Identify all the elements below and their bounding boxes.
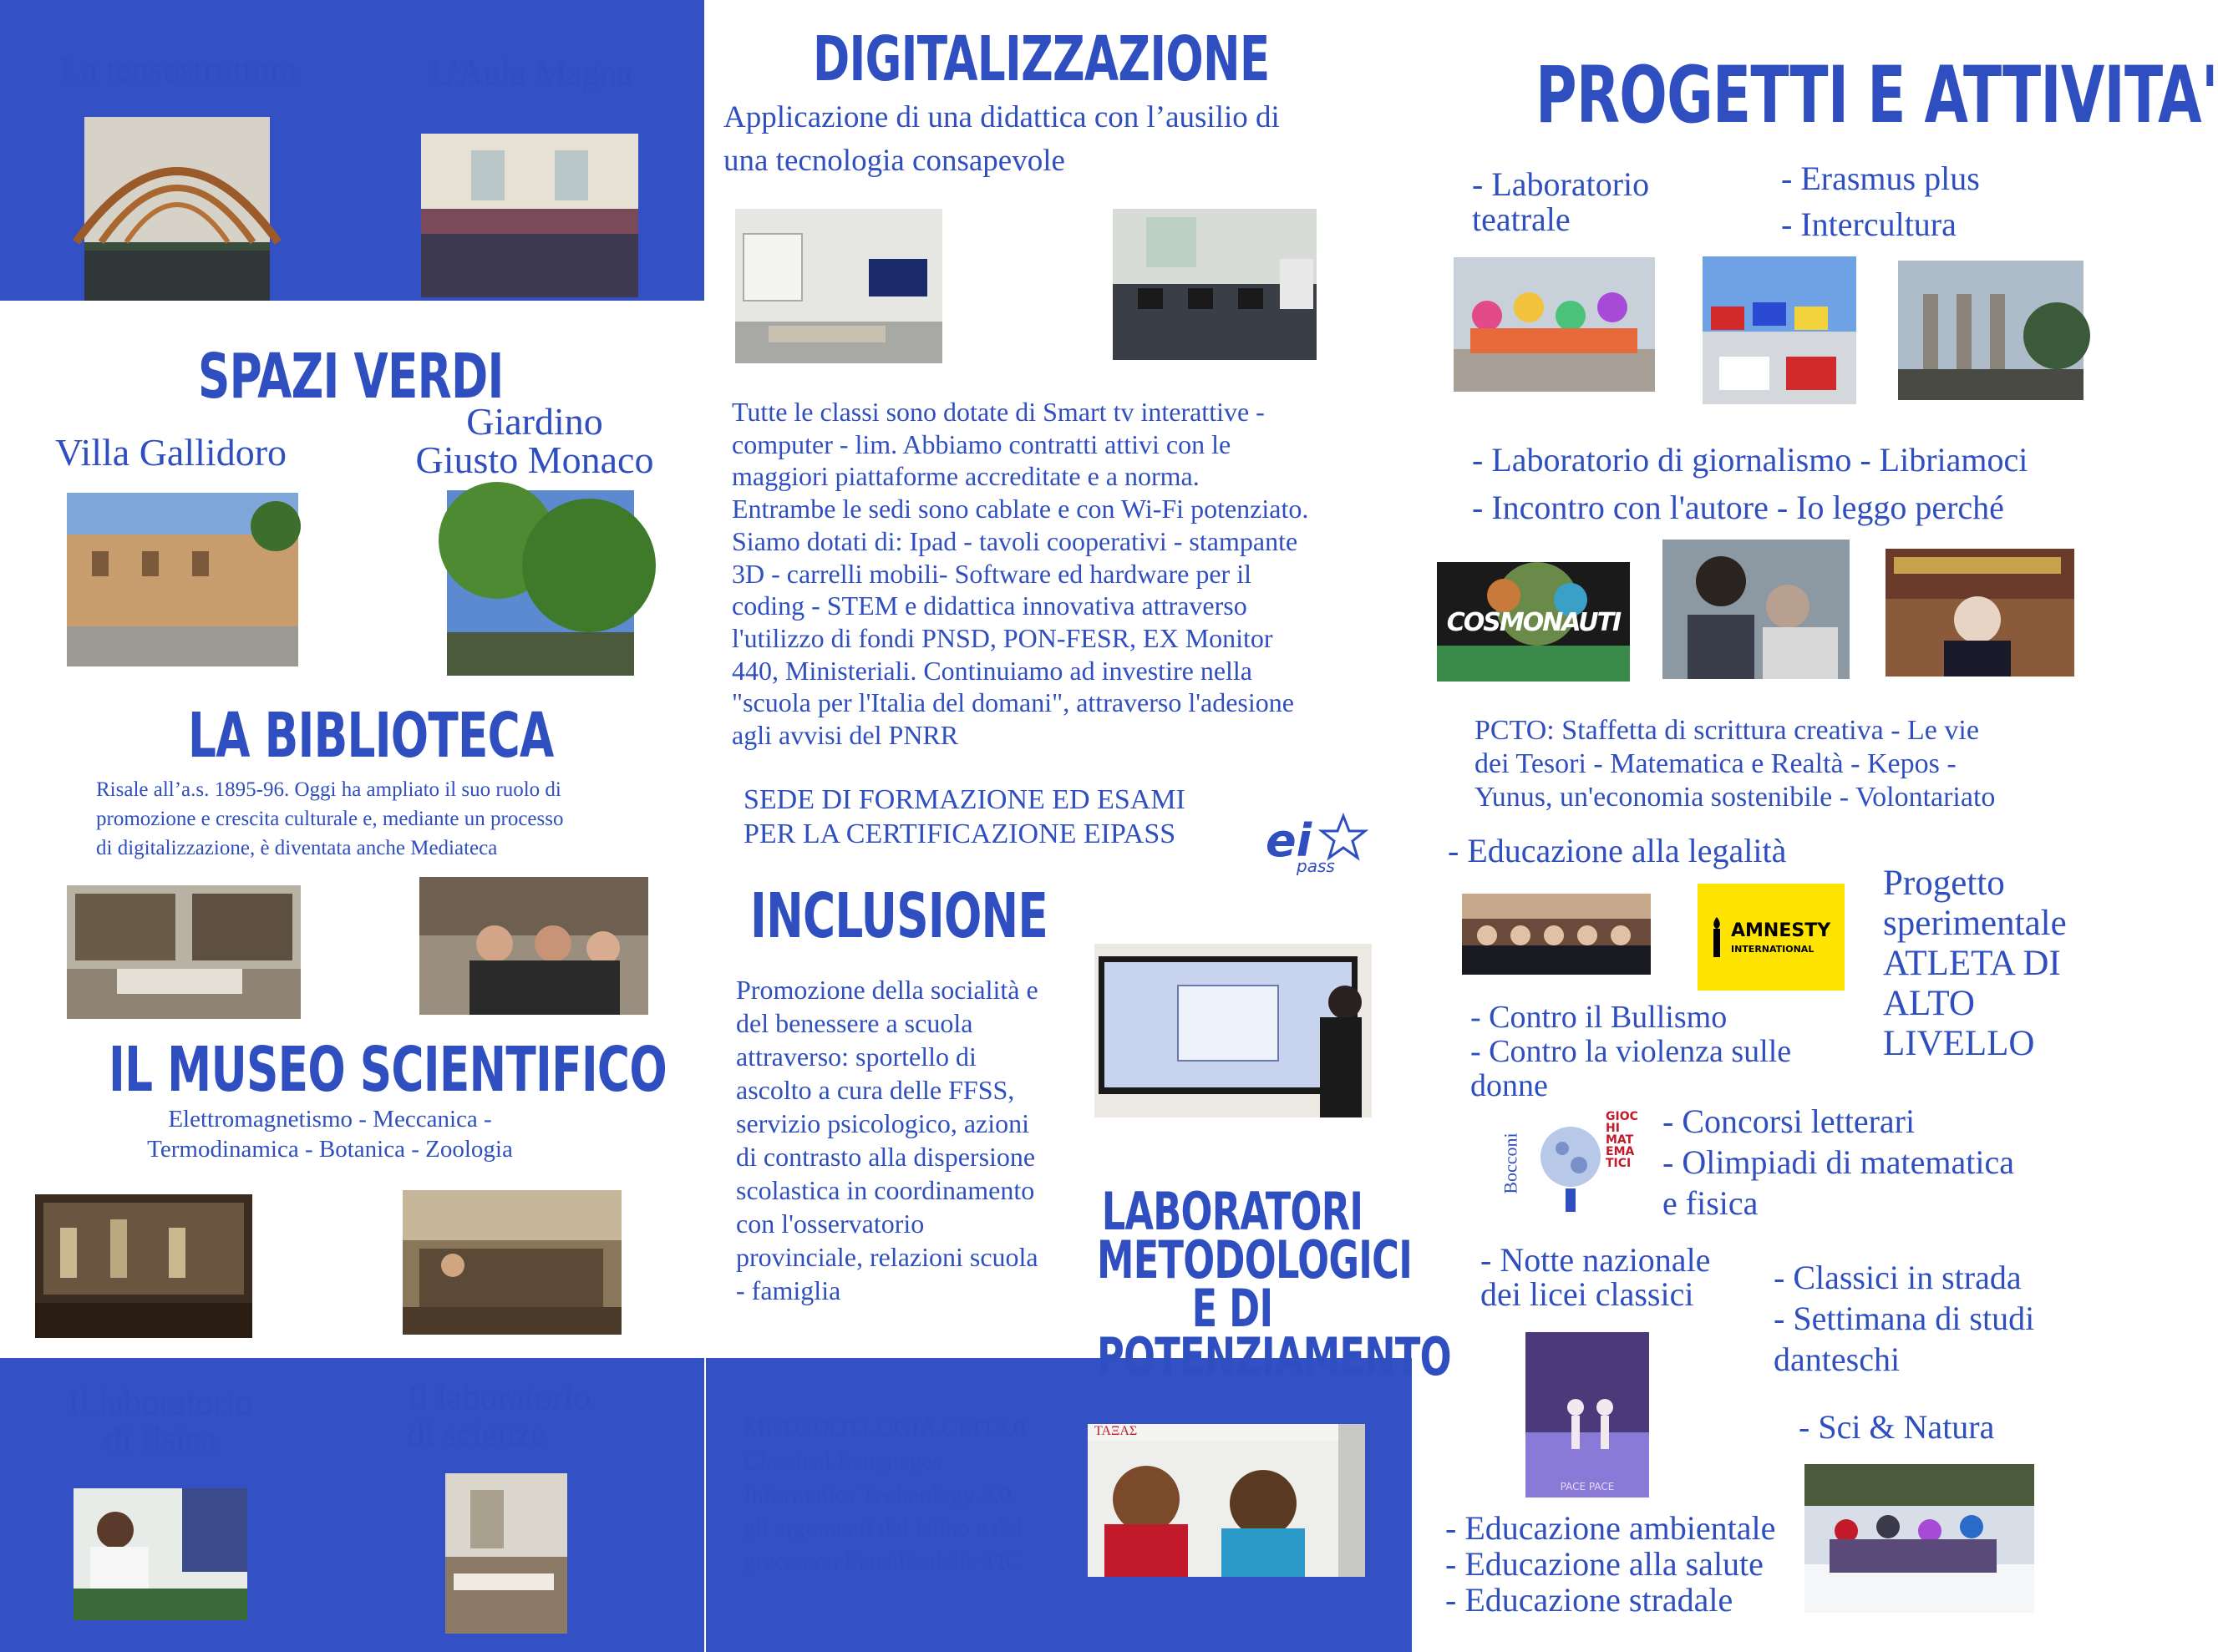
- museo-description: Elettromagnetismo - Meccanica - Termodinamica - Botanica - Zoologia: [147, 1106, 513, 1163]
- title-progetti-attivita: PROGETTI E ATTIVITA': [1535, 50, 2218, 141]
- text-notte-licei: - Notte nazionale dei licei classici: [1480, 1241, 1711, 1313]
- text-sci-natura: - Sci & Natura: [1799, 1408, 1995, 1446]
- text-giornalismo: - Laboratorio di giornalismo - Libriamoci - Incontro con l'autore - Io leggo perché: [1472, 441, 2028, 526]
- caption-aula-magna: L'Aula Magna: [430, 54, 632, 93]
- title-museo-scientifico: IL MUSEO SCIENTIFICO: [109, 1034, 667, 1106]
- photo-villa-gallidoro: [67, 493, 298, 666]
- eipass-logo-pass: pass: [1297, 856, 1335, 876]
- photo-incontro-autore-1: [1662, 540, 1850, 679]
- eipass-text: SEDE DI FORMAZIONE ED ESAMI PER LA CERTIFICAZIONE EIPASS: [744, 784, 1185, 849]
- amnesty-logo: [1698, 884, 1845, 991]
- photo-laboratorio-scienze: [445, 1473, 567, 1634]
- photo-laboratorio-teatrale: [1454, 257, 1655, 392]
- photo-aula-magna: [421, 134, 638, 297]
- star-icon: [1312, 814, 1368, 861]
- text-legalita: - Educazione alla legalità: [1448, 832, 1787, 869]
- amnesty-logo-line1: AMNESTY: [1731, 920, 1831, 941]
- digitalizzazione-intro: Applicazione di una didattica con l’ausilio di una tecnologia consapevole: [723, 100, 1280, 178]
- text-bullismo: - Contro il Bullismo - Contro la violenza sulle donne: [1470, 1000, 1792, 1103]
- text-laboratorio-teatrale: - Laboratorio teatrale: [1472, 165, 1650, 238]
- photo-legalita: [1462, 894, 1651, 975]
- photo-aula-computer: [1113, 209, 1317, 360]
- caption-laboratorio-fisica: Il laboratorio di fisica: [68, 1384, 253, 1459]
- caption-villa-gallidoro: Villa Gallidoro: [55, 431, 287, 474]
- eipass-logo-ei: ei: [1266, 814, 1312, 867]
- photo-tensostruttura: [84, 117, 270, 301]
- photo-sci-natura: [1804, 1464, 2034, 1613]
- caption-tensostruttura: La tensostruttura: [60, 51, 297, 89]
- photo-giardino-giusto-monaco: [447, 490, 634, 676]
- photo-incontro-autore-2: [1886, 549, 2074, 677]
- title-inclusione: INCLUSIONE: [750, 880, 1048, 952]
- candle-icon: [1706, 915, 1728, 959]
- title-spazi-verdi: SPAZI VERDI: [198, 341, 504, 413]
- text-pcto: PCTO: Staffetta di scrittura creativa - Le vie dei Tesori - Matematica e Realtà - Kepos - Yunus, un'economia sostenibile - Volontariato: [1474, 715, 1996, 813]
- text-erasmus: - Erasmus plus - Intercultura: [1781, 160, 1980, 243]
- eipass-logo: [1261, 814, 1370, 881]
- biblioteca-description: Risale all’a.s. 1895-96. Oggi ha ampliato il suo ruolo di promozione e crescita culturale e, mediante un processo di digitalizzazione, è diventata anche Mediateca: [96, 778, 564, 859]
- photo-laboratorio-fisica: [74, 1488, 247, 1620]
- clit-text: METODOTLOGIA CLIT2.0 Classical Languages Informatics Technology 2.0 gli argomenti del latino e del greco con l’ausilio delle TIC: [744, 1415, 1026, 1575]
- title-biblioteca: LA BIBLIOTECA: [188, 700, 554, 772]
- photo-biblioteca-2: [419, 877, 648, 1015]
- photo-lim-inclusione: [1094, 944, 1372, 1117]
- giochi-matematici-label: GIOCHI MATEMATICI: [1606, 1110, 1638, 1170]
- title-laboratori-metodologici: LABORATORI METODOLOGICI E DI POTENZIAMENTO: [1097, 1181, 1451, 1387]
- photo-intercultura: [1898, 261, 2083, 400]
- amnesty-logo-line2: INTERNATIONAL: [1731, 944, 1814, 955]
- bocconi-label: Bocconi: [1500, 1133, 1521, 1194]
- text-atleta-alto-livello: Progetto sperimentale ATLETA DI ALTO LIVELLO: [1883, 864, 2067, 1063]
- bocconi-giochi-logo: [1500, 1110, 1642, 1219]
- photo-erasmus: [1703, 256, 1856, 404]
- clit-board-label: ΤΑΞΑΣ: [1094, 1424, 1138, 1438]
- photo-museo-2: [403, 1190, 622, 1335]
- photo-notte-licei: [1525, 1332, 1649, 1497]
- text-classici-strada: - Classici in strada - Settimana di studi danteschi: [1774, 1259, 2035, 1378]
- photo-museo-1: [35, 1194, 252, 1338]
- title-digitalizzazione: DIGITALIZZAZIONE: [813, 23, 1270, 95]
- text-educazione: - Educazione ambientale - Educazione alla salute - Educazione stradale: [1445, 1509, 1776, 1619]
- pace-label: PACE PACE: [1560, 1481, 1615, 1492]
- text-concorsi: - Concorsi letterari - Olimpiadi di matematica e fisica: [1662, 1102, 2014, 1222]
- cosmonauti-label: COSMONAUTI: [1446, 608, 1621, 637]
- caption-laboratorio-scienze: Il laboratorio di scienze: [407, 1379, 591, 1454]
- caption-giardino: Giardino Giusto Monaco: [415, 400, 654, 481]
- photo-clit: [1088, 1424, 1365, 1577]
- photo-aula-smart-tv: [735, 209, 942, 363]
- digitalizzazione-body: Tutte le classi sono dotate di Smart tv interattive - computer - lim. Abbiamo contratti attivi con le maggiori piattaforme accreditate e a norma. Entrambe le sedi sono cablate e con Wi-Fi potenziato. Siamo dotati di: Ipad - tavoli cooperativi - stampante 3D - carrelli mobili- Software ed hardware per il coding - STEM e didattica innovativa attraverso l'utilizzo di fondi PNSD, PON-FESR, EX Monitor 440, Ministeriali. Continuiamo ad investire nella "scuola per l'Italia del domani", attraverso l'adesione agli avvisi del PNRR: [732, 397, 1309, 751]
- photo-biblioteca-1: [67, 885, 301, 1019]
- globe-icon: [1537, 1115, 1604, 1215]
- photo-cosmonauti: [1437, 562, 1630, 682]
- inclusione-body: Promozione della socialità e del benessere a scuola attraverso: sportello di ascolto a cura delle FFSS, servizio psicologico, azioni di contrasto alla dispersione scolastica in coordinamento con l'osservatorio provinciale, relazioni scuola - famiglia: [736, 975, 1038, 1305]
